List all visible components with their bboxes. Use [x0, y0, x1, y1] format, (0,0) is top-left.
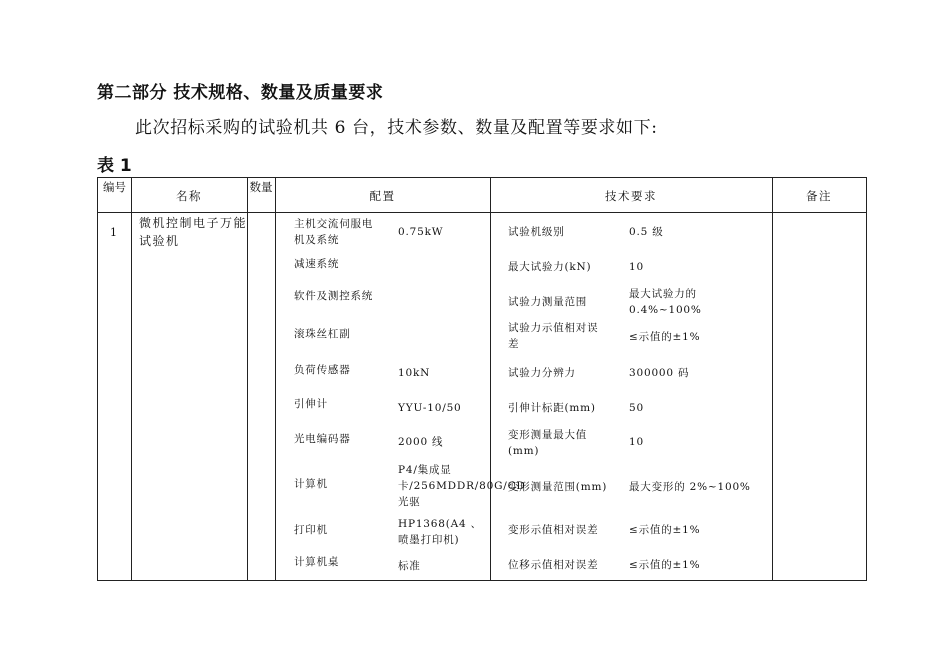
header-config: 配置 [369, 189, 396, 203]
config-item-name: 打印机 [294, 524, 328, 536]
config-item-value: HP1368(A4 、 喷墨打印机) [398, 518, 482, 546]
section-heading: 第二部分 技术规格、数量及质量要求 [97, 83, 384, 103]
tech-req-value: 最大试验力的 0.4%~100% [629, 288, 702, 316]
config-item-value: 标准 [398, 560, 421, 572]
col-divider [772, 178, 773, 580]
row-item-name: 微机控制电子万能试验机 [139, 216, 248, 248]
tech-req-name: 试验机级别 [508, 226, 565, 238]
col-divider [247, 178, 248, 580]
config-item-name: 计算机 [294, 478, 328, 490]
tech-req-value: 300000 码 [629, 367, 690, 379]
intro-paragraph: 此次招标采购的试验机共 6 台，技术参数、数量及配置等要求如下: [135, 118, 658, 138]
tech-req-name: 试验力示值相对误差 [508, 322, 599, 350]
row-number: 1 [110, 226, 118, 239]
config-item-value: P4/集成显卡/256MDDR/80G/CD 光驱 [398, 464, 526, 508]
tech-req-value: ≤示值的±1% [629, 559, 701, 571]
header-tech: 技术要求 [605, 189, 657, 203]
config-item-name: 光电编码器 [294, 433, 351, 445]
config-item-value: YYU-10/50 [398, 402, 462, 414]
tech-req-value: 最大变形的 2%~100% [629, 481, 751, 493]
tech-req-value: 50 [629, 402, 644, 414]
config-item-name: 主机交流伺服电机及系统 [294, 218, 374, 246]
tech-req-name: 变形测量最大值(mm) [508, 429, 588, 457]
config-item-value: 10kN [398, 367, 431, 379]
tech-req-value: ≤示值的±1% [629, 331, 701, 343]
col-divider [275, 178, 276, 580]
tech-req-name: 试验力分辨力 [508, 367, 576, 379]
tech-req-name: 变形示值相对误差 [508, 524, 599, 536]
tech-req-name: 试验力测量范围 [508, 296, 588, 308]
tech-req-value: ≤示值的±1% [629, 524, 701, 536]
header-remark: 备注 [806, 189, 832, 203]
config-item-name: 滚珠丝杠副 [294, 328, 351, 340]
config-item-name: 软件及测控系统 [294, 290, 374, 302]
tech-req-value: 10 [629, 436, 644, 448]
col-divider [490, 178, 491, 580]
config-item-value: 2000 线 [398, 436, 444, 448]
header-no: 编号 [103, 180, 126, 194]
tech-req-value: 10 [629, 261, 644, 273]
tech-req-name: 位移示值相对误差 [508, 559, 599, 571]
header-divider [98, 212, 866, 213]
config-item-name: 计算机桌 [294, 556, 340, 568]
tech-req-name: 引伸计标距(mm) [508, 402, 596, 414]
config-item-name: 引伸计 [294, 398, 328, 410]
header-name: 名称 [176, 189, 202, 203]
config-item-name: 减速系统 [294, 258, 340, 270]
config-item-name: 负荷传感器 [294, 364, 351, 376]
table-label: 表 1 [97, 156, 132, 176]
spec-table [97, 177, 867, 581]
tech-req-name: 最大试验力(kN) [508, 261, 592, 273]
header-qty: 数量 [249, 180, 273, 194]
tech-req-value: 0.5 级 [629, 226, 664, 238]
tech-req-name: 变形测量范围(mm) [508, 481, 608, 493]
config-item-value: 0.75kW [398, 226, 444, 238]
col-divider [131, 178, 132, 580]
